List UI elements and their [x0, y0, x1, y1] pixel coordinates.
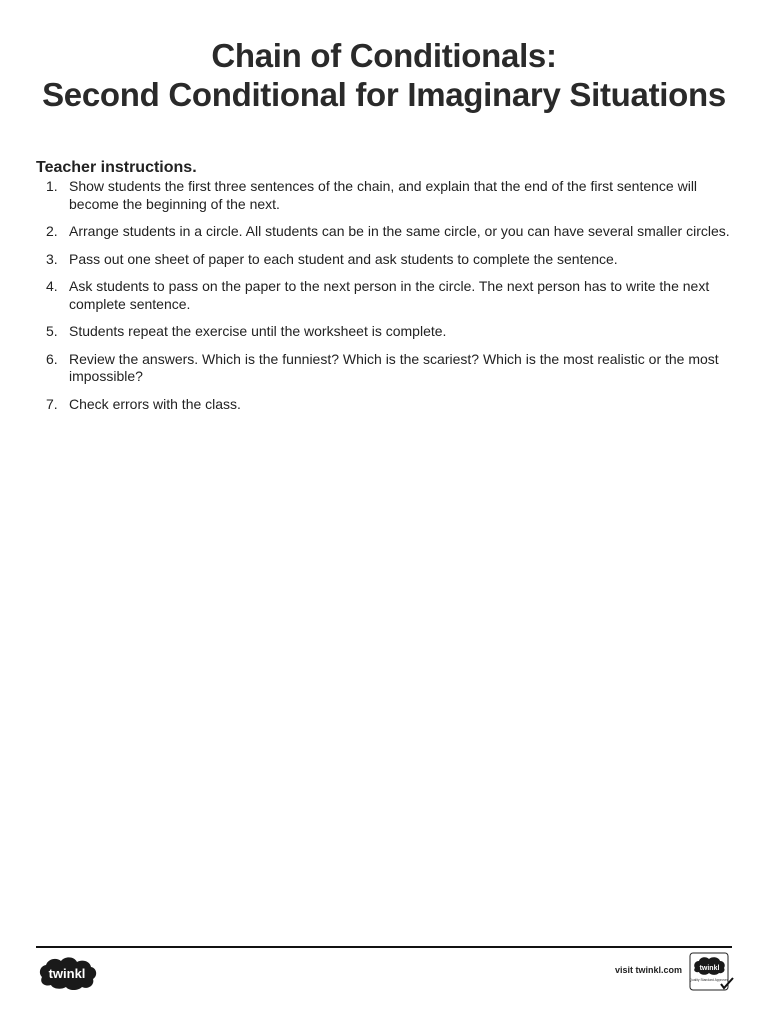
footer-divider	[36, 946, 732, 948]
item-number: 4.	[46, 278, 58, 294]
twinkl-logo[interactable]	[36, 953, 98, 991]
title-line-2: Second Conditional for Imaginary Situations	[42, 76, 726, 113]
list-item	[36, 251, 736, 269]
item-text: Show students the first three sentences of the chain, and explain that the end of the first sentence will become the beginning of the next.	[69, 178, 698, 212]
item-number: 6.	[46, 350, 58, 367]
item-number: 1.	[46, 178, 58, 194]
badge-text: twinkl	[699, 965, 720, 972]
visit-link[interactable]: visit twinkl.com	[614, 965, 682, 975]
list-item	[36, 178, 736, 213]
item-text: Pass out one sheet of paper to each student and ask students to complete the sentence.	[69, 250, 618, 267]
item-text: Ask students to pass on the paper to the next person in the circle. The next person has to write the next complete sentence.	[69, 278, 710, 312]
list-item	[36, 351, 736, 386]
list-item	[36, 223, 736, 241]
section-heading: Teacher instructions.	[36, 159, 197, 176]
quality-badge-icon	[689, 952, 735, 992]
item-text: Arrange students in a circle. All students can be in the same circle, or you can have several smaller circles.	[69, 223, 730, 239]
item-number: 7.	[46, 395, 58, 412]
item-number: 3.	[46, 250, 58, 267]
badge-caption: Quality Standard Approved	[689, 978, 729, 982]
list-item	[36, 323, 736, 341]
title-line-1: Chain of Conditionals:	[211, 37, 557, 74]
item-number: 5.	[46, 323, 58, 339]
list-item	[36, 278, 736, 313]
page-title	[0, 36, 768, 114]
logo-text: twinkl	[48, 966, 86, 981]
item-text: Check errors with the class.	[69, 395, 241, 412]
item-text: Review the answers. Which is the funniest? Which is the scariest? Which is the most realistic or the most impossible?	[69, 350, 719, 384]
list-item	[36, 396, 736, 414]
instructions-list	[36, 178, 736, 423]
item-text: Students repeat the exercise until the worksheet is complete.	[69, 323, 447, 339]
item-number: 2.	[46, 223, 58, 239]
